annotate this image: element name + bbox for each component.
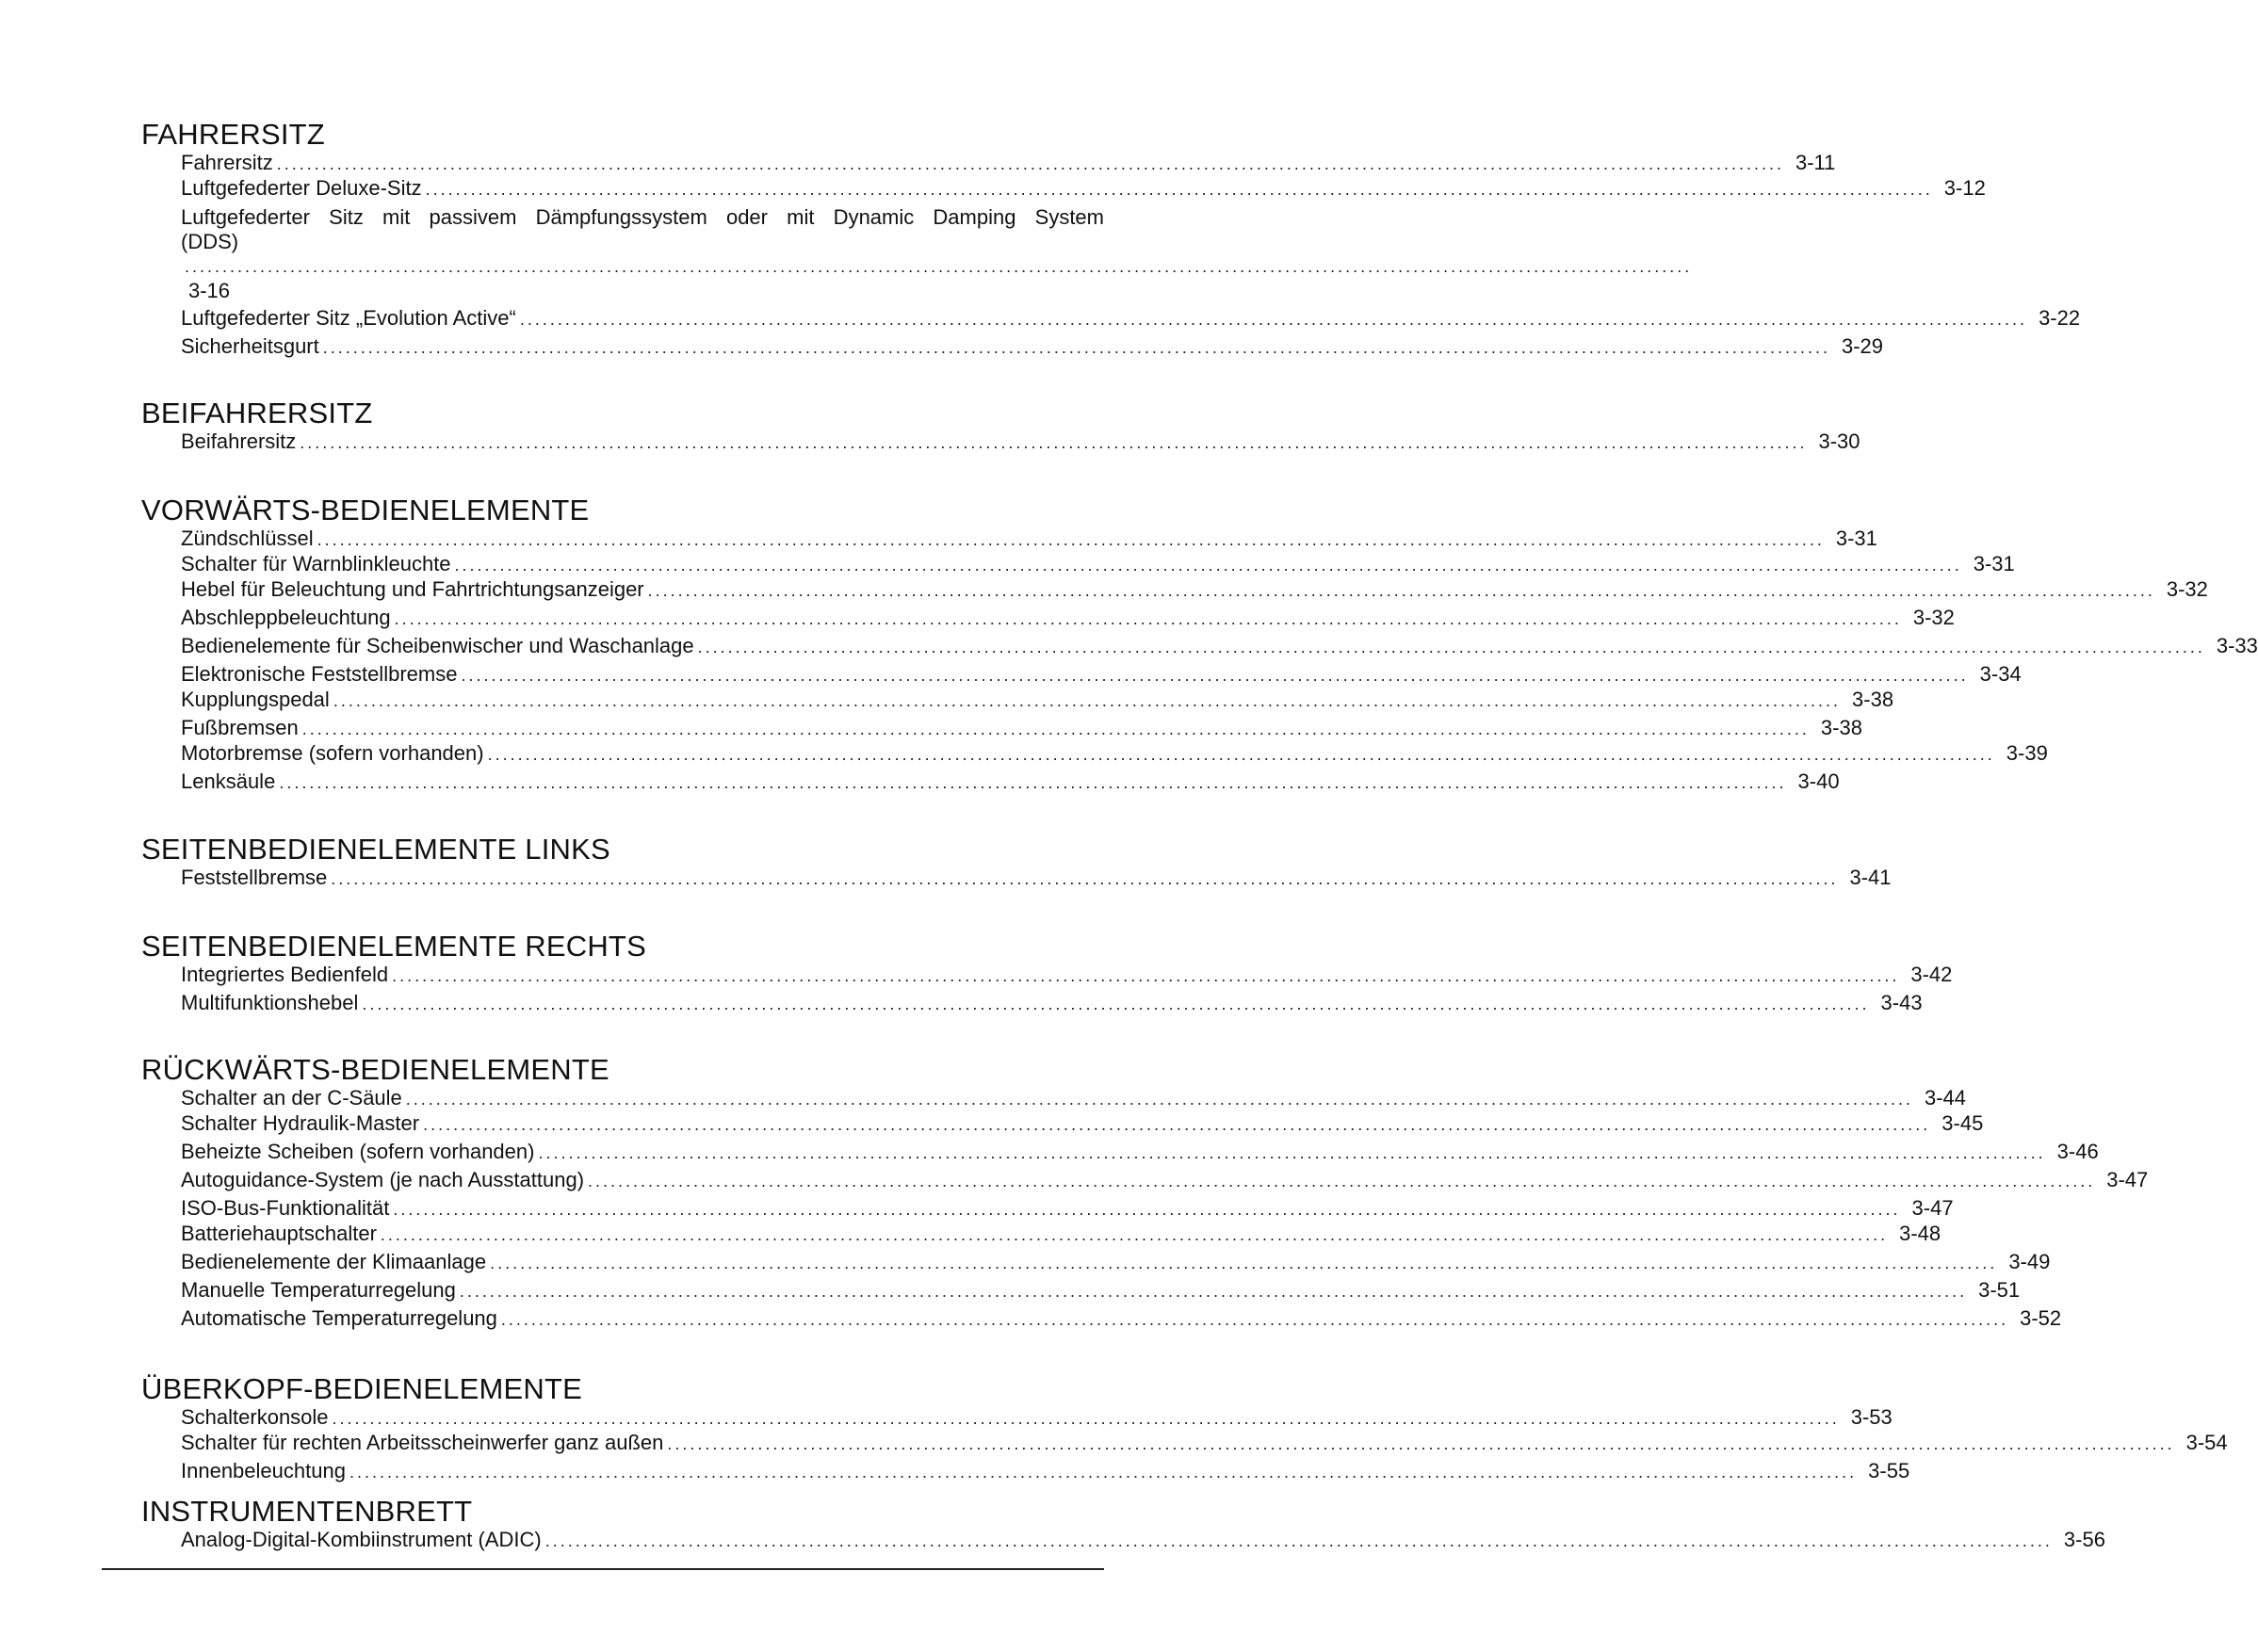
entry-label: Analog-Digital-Kombiinstrument (ADIC) [181, 1528, 542, 1551]
entry-page: 3-42 [1910, 963, 1953, 986]
entry-label: Motorbremse (sofern vorhanden) [181, 741, 484, 765]
entry-label: Lenksäule [181, 769, 276, 793]
toc-entry[interactable]: Luftgefederter Sitz „Evolution Active“ ........................................................................................................................................................................................................ 3-22 [181, 306, 2081, 330]
toc-entry[interactable]: Elektronische Feststellbremse ........................................................................................................................................................................................................ 3-34 [181, 662, 2022, 686]
entry-page: 3-39 [2006, 741, 2048, 765]
toc-entry[interactable]: Bedienelemente für Scheibenwischer und Waschanlage ........................................................................................................................................................................................................ 3-33 [181, 634, 2258, 657]
entry-label: Schalter für rechten Arbeitsscheinwerfer ganz außen [181, 1431, 664, 1454]
toc-section-seiten-rechts [141, 930, 1953, 1016]
toc-entry[interactable]: Multifunktionshebel ........................................................................................................................................................................................................ 3-43 [181, 991, 1923, 1014]
toc-entry[interactable]: Luftgefederter Deluxe-Sitz ........................................................................................................................................................................................................ 3-12 [181, 176, 1986, 200]
entry-label: Batteriehauptschalter [181, 1222, 377, 1245]
toc-entry[interactable]: Abschleppbeleuchtung ........................................................................................................................................................................................................ 3-32 [181, 606, 1955, 629]
section-title: INSTRUMENTENBRETT [141, 1495, 473, 1528]
entry-label: Multifunktionshebel [181, 991, 359, 1014]
entry-label: Autoguidance-System (je nach Ausstattung) [181, 1168, 585, 1191]
entry-page: 3-38 [1820, 716, 1862, 739]
entry-page: 3-43 [1880, 991, 1923, 1014]
entry-label-line1: Luftgefederter Sitz mit passivem Dämpfungssystem oder mit Dynamic Damping System [181, 205, 1104, 229]
toc-entry[interactable]: Kupplungspedal ........................................................................................................................................................................................................ 3-38 [181, 688, 1894, 711]
section-title: VORWÄRTS-BEDIENELEMENTE [141, 494, 590, 526]
toc-entry[interactable]: Hebel für Beleuchtung und Fahrtrichtungsanzeiger ........................................................................................................................................................................................................ 3-32 [181, 577, 2208, 601]
toc-entry[interactable]: Zündschlüssel ........................................................................................................................................................................................................ 3-31 [181, 526, 1877, 550]
table-of-contents [141, 118, 2258, 1553]
toc-entry[interactable]: Innenbeleuchtung ........................................................................................................................................................................................................ 3-55 [181, 1459, 1910, 1482]
toc-section-beifahrersitz [141, 397, 1860, 455]
toc-section-ueberkopf [141, 1372, 2228, 1484]
toc-entry[interactable]: Lenksäule ........................................................................................................................................................................................................ 3-40 [181, 769, 1840, 793]
entry-page: 3-16 [188, 279, 231, 302]
entry-page: 3-44 [1925, 1086, 1967, 1109]
entry-page: 3-46 [2056, 1140, 2099, 1163]
toc-entry[interactable]: Luftgefederter Sitz mit passivem Dämpfungssystem oder mit Dynamic Damping System (DDS) ........................................................................................................................................................................................................ 3-16 [181, 205, 1693, 302]
section-title: ÜBERKOPF-BEDIENELEMENTE [141, 1372, 582, 1405]
section-title: RÜCKWÄRTS-BEDIENELEMENTE [141, 1053, 609, 1086]
entry-label: (DDS) [181, 230, 239, 253]
entry-page: 3-22 [2039, 306, 2081, 330]
entry-page: 3-53 [1850, 1405, 1892, 1429]
entry-page: 3-49 [2008, 1250, 2051, 1273]
entry-label: ISO-Bus-Funktionalität [181, 1196, 390, 1220]
entry-page: 3-38 [1852, 688, 1894, 711]
entry-label: Bedienelemente der Klimaanlage [181, 1250, 487, 1273]
entry-page: 3-12 [1943, 176, 1986, 200]
toc-entry[interactable]: Schalter für rechten Arbeitsscheinwerfer ganz außen ........................................................................................................................................................................................................ 3-54 [181, 1431, 2228, 1454]
toc-entry[interactable]: Bedienelemente der Klimaanlage ........................................................................................................................................................................................................ 3-49 [181, 1250, 2051, 1273]
toc-entry[interactable]: Automatische Temperaturregelung ........................................................................................................................................................................................................ 3-52 [181, 1306, 2062, 1330]
toc-entry[interactable]: Feststellbremse ........................................................................................................................................................................................................ 3-41 [181, 866, 1892, 889]
toc-entry[interactable]: Schalter Hydraulik-Master ........................................................................................................................................................................................................ 3-45 [181, 1111, 1984, 1135]
entry-page: 3-33 [2216, 634, 2258, 657]
entry-page: 3-41 [1849, 866, 1892, 889]
entry-label: Abschleppbeleuchtung [181, 606, 391, 629]
entry-page: 3-31 [1973, 552, 2015, 575]
entry-page: 3-45 [1941, 1111, 1984, 1135]
entry-page: 3-51 [1978, 1278, 2021, 1302]
entry-page: 3-34 [1979, 662, 2022, 686]
entry-page: 3-11 [1795, 151, 1836, 174]
toc-entry[interactable]: Sicherheitsgurt ........................................................................................................................................................................................................ 3-29 [181, 334, 1883, 358]
entry-page: 3-47 [2106, 1168, 2149, 1191]
toc-entry[interactable]: Schalter für Warnblinkleuchte ........................................................................................................................................................................................................ 3-31 [181, 552, 2015, 575]
entry-page: 3-47 [1911, 1196, 1954, 1220]
entry-label: Schalter für Warnblinkleuchte [181, 552, 451, 575]
toc-entry[interactable]: Beheizte Scheiben (sofern vorhanden) ........................................................................................................................................................................................................ 3-46 [181, 1140, 2099, 1163]
entry-page: 3-56 [2063, 1528, 2105, 1551]
entry-page: 3-32 [2166, 577, 2208, 601]
section-title: SEITENBEDIENELEMENTE RECHTS [141, 930, 646, 963]
toc-entry[interactable]: Integriertes Bedienfeld ........................................................................................................................................................................................................ 3-42 [181, 963, 1953, 986]
entry-label: Schalter Hydraulik-Master [181, 1111, 420, 1135]
entry-page: 3-52 [2020, 1306, 2062, 1330]
entry-label: Manuelle Temperaturregelung [181, 1278, 456, 1302]
entry-label: Luftgefederter Sitz „Evolution Active“ [181, 306, 516, 330]
entry-page: 3-32 [1912, 606, 1955, 629]
toc-entry[interactable]: Schalter an der C-Säule ........................................................................................................................................................................................................ 3-44 [181, 1086, 1967, 1109]
section-title: SEITENBEDIENELEMENTE LINKS [141, 833, 610, 866]
entry-label: Schalter an der C-Säule [181, 1086, 402, 1109]
entry-page: 3-55 [1868, 1459, 1910, 1482]
entry-label: Elektronische Feststellbremse [181, 662, 458, 686]
entry-label: Beifahrersitz [181, 429, 297, 453]
toc-section-fahrersitz [141, 118, 2081, 360]
entry-label: Automatische Temperaturregelung [181, 1306, 497, 1330]
toc-entry[interactable]: Fußbremsen ........................................................................................................................................................................................................ 3-38 [181, 716, 1862, 739]
entry-page: 3-40 [1797, 769, 1840, 793]
entry-label: Innenbeleuchtung [181, 1459, 346, 1482]
entry-label: Sicherheitsgurt [181, 334, 319, 358]
section-title: BEIFAHRERSITZ [141, 397, 373, 429]
toc-entry[interactable]: Manuelle Temperaturregelung ........................................................................................................................................................................................................ 3-51 [181, 1278, 2021, 1302]
entry-page: 3-48 [1899, 1222, 1941, 1245]
entry-page: 3-30 [1818, 429, 1860, 453]
entry-label: Beheizte Scheiben (sofern vorhanden) [181, 1140, 535, 1163]
toc-entry[interactable]: Beifahrersitz ........................................................................................................................................................................................................ 3-30 [181, 429, 1860, 453]
entry-page: 3-54 [2185, 1431, 2228, 1454]
toc-entry[interactable]: Analog-Digital-Kombiinstrument (ADIC) ........................................................................................................................................................................................................ 3-56 [181, 1528, 2105, 1551]
entry-label: Hebel für Beleuchtung und Fahrtrichtungsanzeiger [181, 577, 644, 601]
toc-section-seiten-links [141, 833, 1892, 891]
section-title: FAHRERSITZ [141, 118, 325, 151]
entry-label: Fahrersitz [181, 151, 273, 174]
toc-entry[interactable]: Fahrersitz ........................................................................................................................................................................................................ 3-11 [181, 151, 1836, 174]
toc-entry[interactable]: ISO-Bus-Funktionalität ........................................................................................................................................................................................................ 3-47 [181, 1196, 1954, 1220]
toc-entry[interactable]: Schalterkonsole ........................................................................................................................................................................................................ 3-53 [181, 1405, 1892, 1429]
toc-section-instrumentenbrett [141, 1495, 2105, 1553]
entry-label: Bedienelemente für Scheibenwischer und Waschanlage [181, 634, 694, 657]
entry-page: 3-29 [1841, 334, 1883, 358]
entry-label: Integriertes Bedienfeld [181, 963, 389, 986]
entry-label: Feststellbremse [181, 866, 328, 889]
toc-section-vorwaerts [141, 494, 2258, 795]
toc-entry[interactable]: Autoguidance-System (je nach Ausstattung) ........................................................................................................................................................................................................ 3-47 [181, 1168, 2149, 1191]
entry-label: Fußbremsen [181, 716, 299, 739]
entry-label: Zündschlüssel [181, 526, 314, 550]
footer-rule [102, 1568, 1104, 1570]
toc-entry[interactable]: Motorbremse (sofern vorhanden) ........................................................................................................................................................................................................ 3-39 [181, 741, 2048, 765]
entry-page: 3-31 [1835, 526, 1877, 550]
entry-label: Kupplungspedal [181, 688, 330, 711]
toc-entry[interactable]: Batteriehauptschalter ........................................................................................................................................................................................................ 3-48 [181, 1222, 1941, 1245]
toc-section-rueckwaerts [141, 1053, 2149, 1332]
entry-label: Luftgefederter Deluxe-Sitz [181, 176, 422, 200]
entry-label: Schalterkonsole [181, 1405, 329, 1429]
